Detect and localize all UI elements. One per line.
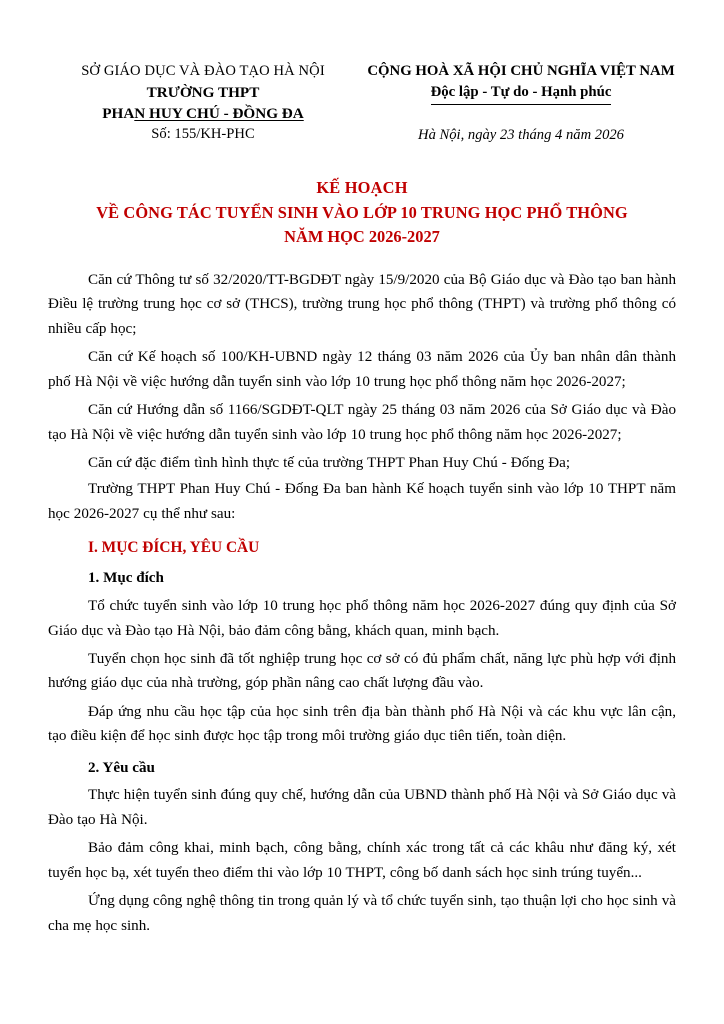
paragraph-basis-4: Căn cứ đặc điểm tình hình thực tế của trường THPT Phan Huy Chú - Đống Đa; [88,455,571,472]
school-name-prefix: PHA [102,104,135,122]
department-name: SỞ GIÁO DỤC VÀ ĐÀO TẠO HÀ NỘI [81,63,325,79]
document-title-block [48,176,676,250]
paragraph-purpose-1: Tổ chức tuyển sinh vào lớp 10 trung học phổ thông năm học 2026-2027 đúng quy định của Sở Giáo dục và Đào tạo Hà Nội, bảo đảm công bằng, khách quan, minh bạch. [48,598,676,639]
school-label: TRƯỜNG THPT [146,83,260,101]
issue-date: Hà Nội, ngày 23 tháng 4 năm 2026 [418,126,624,143]
paragraph-requirement-2: Bảo đảm công khai, minh bạch, công bằng, chính xác trong tất cả các khâu như đăng ký, xét tuyển học bạ, xét tuyển theo điểm thi vào lớp 10 THPT, công bố danh sách học sinh trúng tuyển... [48,840,676,881]
paragraph-requirement-3: Ứng dụng công nghệ thông tin trong quản lý và tổ chức tuyển sinh, tạo thuận lợi cho học sinh và cha mẹ học sinh. [48,893,676,934]
motto-wrapper [366,82,676,105]
school-name-underlined: N HUY CHÚ - ĐỒNG ĐA [134,104,304,122]
paragraph-basis-2: Căn cứ Kế hoạch số 100/KH-UBND ngày 12 tháng 03 năm 2026 của Ủy ban nhân dân thành phố Hà Nội về việc hướng dẫn tuyển sinh vào lớp 10 trung học phổ thông năm học 2026-2027; [48,349,676,390]
country-name: CỘNG HOÀ XÃ HỘI CHỦ NGHĨA VIỆT NAM [367,63,675,79]
paragraph-intro: Trường THPT Phan Huy Chú - Đống Đa ban hành Kế hoạch tuyển sinh vào lớp 10 THPT năm học 2026-2027 cụ thể như sau: [48,481,676,522]
paragraph-basis-3: Căn cứ Hướng dẫn số 1166/SGDĐT-QLT ngày 25 tháng 03 năm 2026 của Sở Giáo dục và Đào tạo Hà Nội về việc hướng dẫn tuyển sinh vào lớp 10 trung học phổ thông năm học 2026-2027; [48,402,676,443]
title-subject: VỀ CÔNG TÁC TUYỂN SINH VÀO LỚP 10 TRUNG HỌC PHỔ THÔNG [96,202,628,222]
document-body [48,268,676,938]
subheading-requirements: 2. Yêu cầu [88,759,155,776]
paragraph-purpose-3: Đáp ứng nhu cầu học tập của học sinh trên địa bàn thành phố Hà Nội và các khu vực lân cận, tạo điều kiện để học sinh được học tập trong môi trường giáo dục tiên tiến, toàn diện. [48,703,676,745]
header-national-title [362,62,676,145]
document-number: Số: 155/KH-PHC [151,126,255,143]
header-issuing-authority [48,62,362,146]
paragraph-requirement-1: Thực hiện tuyển sinh đúng quy chế, hướng dẫn của UBND thành phố Hà Nội và Sở Giáo dục và Đào tạo Hà Nội. [48,787,676,828]
section-heading-purpose-requirements: I. MỤC ĐÍCH, YÊU CẦU [88,539,260,557]
document-header [48,62,676,146]
national-motto: Độc lập - Tự do - Hạnh phúc [431,82,612,105]
school-name [48,103,358,124]
title-school-year: NĂM HỌC 2026-2027 [284,227,440,247]
subheading-purpose: 1. Mục đích [88,570,164,587]
page-title: KẾ HOẠCH [316,178,408,198]
paragraph-purpose-2: Tuyển chọn học sinh đã tốt nghiệp trung học cơ sở có đủ phẩm chất, năng lực phù hợp với định hướng giáo dục của nhà trường, góp phần nâng cao chất lượng đầu vào. [48,650,676,692]
paragraph-basis-1: Căn cứ Thông tư số 32/2020/TT-BGDĐT ngày 15/9/2020 của Bộ Giáo dục và Đào tạo ban hành Điều lệ trường trung học cơ sở (THCS), trường trung học phổ thông (THPT) và trường phổ thông có nhiều cấp học; [48,271,676,337]
